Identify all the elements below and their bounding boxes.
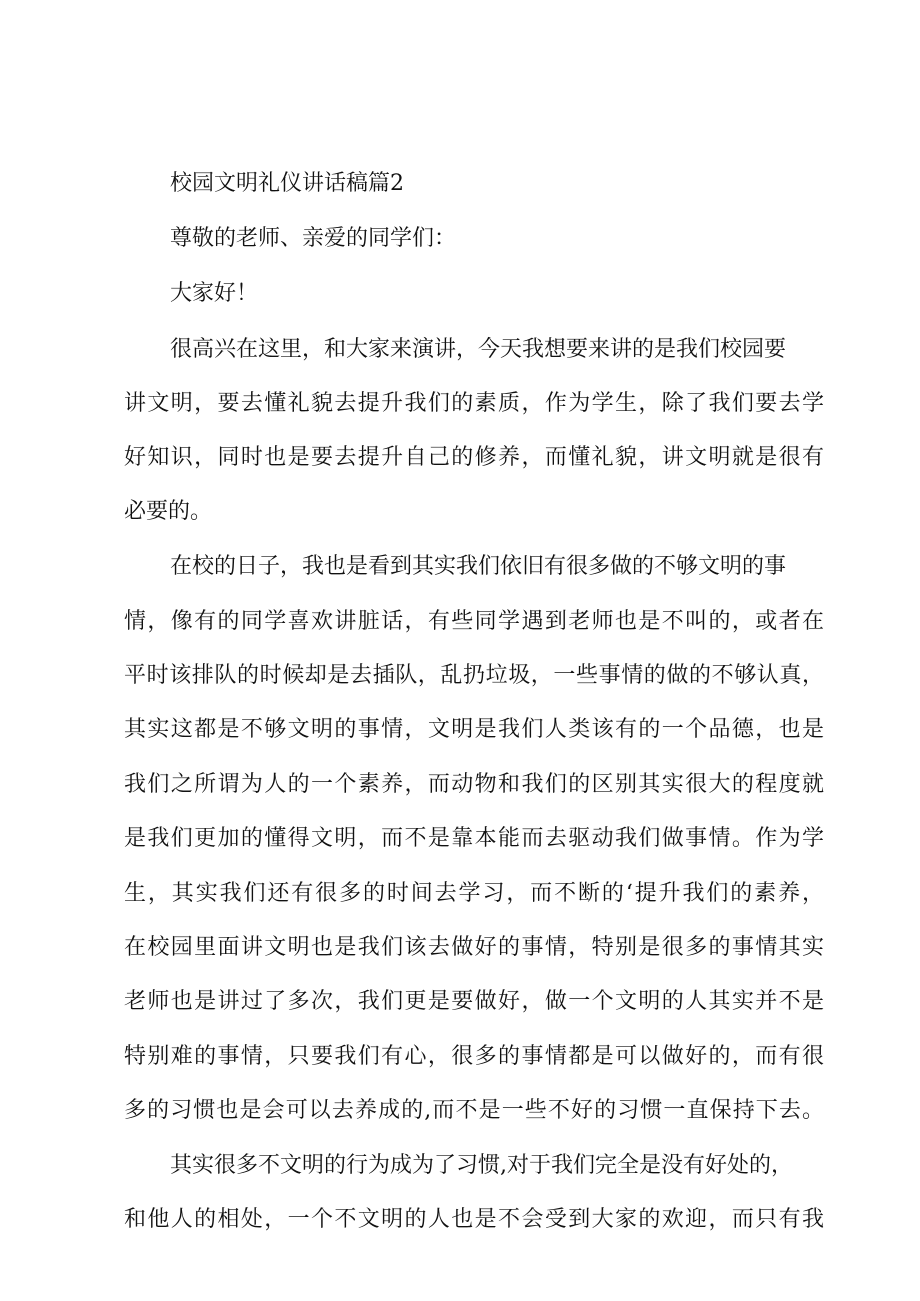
paragraph-2-line-8: 在校园里面讲文明也是我们该去做好的事情，特别是很多的事情其实 [124,935,824,960]
paragraph-2-line-11: 多的习惯也是会可以去养成的,而不是一些不好的习惯一直保持下去。 [124,1098,824,1123]
paragraph-2-line-3: 平时该排队的时候却是去插队，乱扔垃圾，一些事情的做的不够认真， [124,663,824,688]
salutation: 尊敬的老师、亲爱的同学们： [170,226,457,251]
paragraph-2-line-2: 情，像有的同学喜欢讲脏话，有些同学遇到老师也是不叫的，或者在 [124,609,824,634]
paragraph-1-line-2: 讲文明，要去懂礼貌去提升我们的素质，作为学生，除了我们要去学 [124,391,824,416]
paragraph-1-line-3: 好知识，同时也是要去提升自己的修养，而懂礼貌，讲文明就是很有 [124,445,824,470]
paragraph-3-line-2: 和他人的相处，一个不文明的人也是不会受到大家的欢迎，而只有我 [124,1207,824,1232]
paragraph-2-line-7: 生，其实我们还有很多的时间去学习，而不断的‘提升我们的素养， [124,881,824,906]
paragraph-2-line-10: 特别难的事情，只要我们有心，很多的事情都是可以做好的，而有很 [124,1044,824,1069]
document-title: 校园文明礼仪讲话稿篇2 [170,171,404,196]
paragraph-2-line-1: 在校的日子，我也是看到其实我们依旧有很多做的不够文明的事 [170,554,787,579]
paragraph-2-line-4: 其实这都是不够文明的事情，文明是我们人类该有的一个品德，也是 [124,717,824,742]
paragraph-2-line-6: 是我们更加的懂得文明，而不是靠本能而去驱动我们做事情。作为学 [124,826,824,851]
paragraph-1-line-4: 必要的。 [124,499,213,524]
paragraph-3-line-1: 其实很多不文明的行为成为了习惯,对于我们完全是没有好处的， [170,1153,793,1178]
paragraph-2-line-9: 老师也是讲过了多次，我们更是要做好，做一个文明的人其实并不是 [124,989,824,1014]
greeting: 大家好！ [170,281,259,306]
paragraph-1-line-1: 很高兴在这里，和大家来演讲，今天我想要来讲的是我们校园要 [170,337,787,362]
paragraph-2-line-5: 我们之所谓为人的一个素养，而动物和我们的区别其实很大的程度就 [124,772,824,797]
